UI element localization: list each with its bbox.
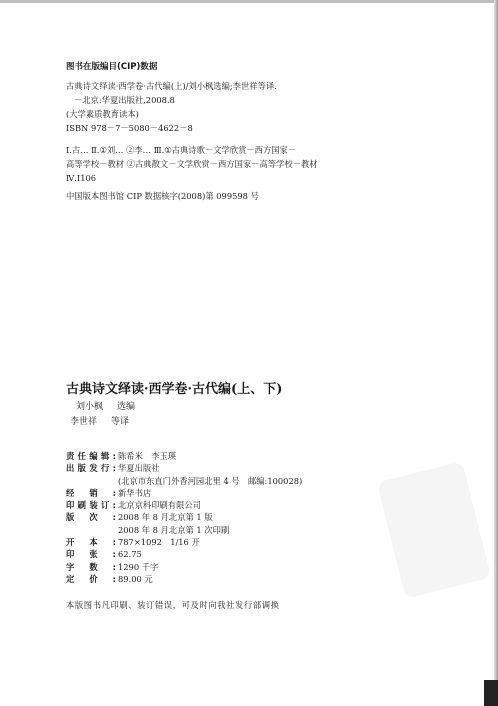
detail-value: 2008 年 8 月北京第 1 版 xyxy=(118,512,213,523)
book-info xyxy=(66,380,476,430)
translator-role: 等译 xyxy=(111,417,130,427)
detail-row xyxy=(66,462,486,474)
cip-subject-line: Ⅳ.I106 xyxy=(66,173,97,183)
detail-row xyxy=(66,450,486,462)
book-title: 古典诗文绎读·西学卷·古代编(上、下) xyxy=(66,382,283,397)
cip-entry-line: 古典诗文绎读·西学卷·古代编(上)/刘小枫选编;李世祥等译. xyxy=(66,81,277,91)
printing-error-notice: 本版图书凡印刷、装订错误，可及时向我社发行部调换 xyxy=(66,600,280,610)
detail-row xyxy=(66,511,486,523)
detail-label: 出 版 发 行 : xyxy=(66,463,116,474)
detail-value: 787×1092 1/16 开 xyxy=(118,537,200,548)
detail-label: 印 刷 装 订 : xyxy=(66,500,116,511)
detail-row xyxy=(66,524,486,536)
detail-label: 开 本 : xyxy=(66,537,116,548)
detail-row xyxy=(66,499,486,511)
detail-label: 印 张 : xyxy=(66,549,116,560)
editor-role: 选编 xyxy=(117,402,136,412)
detail-value: 62.75 xyxy=(118,549,142,560)
detail-value: 陈希米 李玉瑛 xyxy=(118,451,177,461)
translator-name: 李世祥 xyxy=(70,417,98,427)
detail-label: 责 任 编 辑 : xyxy=(66,451,116,461)
detail-value: 89.00 元 xyxy=(118,573,153,584)
cip-subject-line: 高等学校－教材 ②古典散文－文学欣赏－西方国家－高等学校－教材 xyxy=(66,159,318,169)
editor-name: 刘小枫 xyxy=(76,402,104,412)
cip-verification: 中国版本图书馆 CIP 数据核字(2008)第 099598 号 xyxy=(66,191,259,201)
publication-details xyxy=(66,450,486,585)
cip-entry-line: (大学素质教育读本) xyxy=(66,109,139,119)
cip-heading: 图书在版编目(CIP)数据 xyxy=(66,62,158,72)
detail-row xyxy=(66,487,486,499)
detail-label: 版 次 : xyxy=(66,512,116,523)
cip-subject-line: Ⅰ.古… Ⅱ.①刘… ②李… Ⅲ.①古典诗歌－文学欣赏－西方国家－ xyxy=(66,145,297,155)
detail-value: 2008 年 8 月北京第 1 次印刷 xyxy=(118,524,230,535)
scan-edge-right xyxy=(494,0,498,706)
detail-label: 字 数 : xyxy=(66,561,116,572)
editor-credit xyxy=(66,400,476,415)
detail-value: 华夏出版社 xyxy=(118,463,160,474)
detail-row xyxy=(66,475,486,487)
detail-label: 经 销 : xyxy=(66,487,116,498)
detail-value: 1290 千字 xyxy=(118,561,159,572)
scan-edge-top xyxy=(0,0,498,3)
detail-row xyxy=(66,573,486,585)
detail-row xyxy=(66,561,486,573)
cip-entry-line: ISBN 978－7－5080－4622－8 xyxy=(66,123,193,133)
detail-label: 定 价 : xyxy=(66,573,116,584)
cip-entry-line: －北京:华夏出版社,2008.8 xyxy=(74,95,175,105)
detail-value: (北京市东直门外香河园北里 4 号 邮编:100028) xyxy=(118,475,303,486)
cip-block xyxy=(66,60,476,203)
detail-value: 新华书店 xyxy=(118,487,152,498)
scan-corner xyxy=(484,680,498,706)
detail-value: 北京京科印刷有限公司 xyxy=(118,500,201,511)
translator-credit xyxy=(66,415,476,430)
detail-row xyxy=(66,536,486,548)
detail-row xyxy=(66,548,486,560)
